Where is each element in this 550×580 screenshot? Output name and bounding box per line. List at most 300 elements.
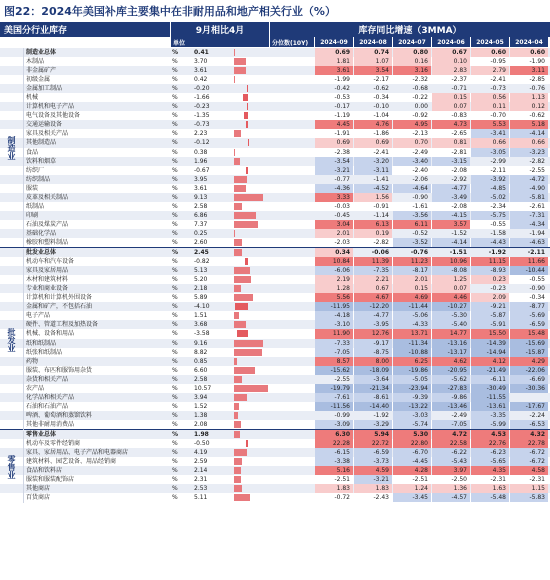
yoy-cell: 4.59 bbox=[354, 466, 392, 475]
yoy-cell: 2.19 bbox=[315, 275, 353, 284]
change-bar-fill bbox=[234, 203, 242, 210]
table-row bbox=[0, 329, 550, 338]
yoy-cell: 13.71 bbox=[393, 329, 431, 338]
change-value: 2.31 bbox=[194, 476, 208, 484]
yoy-cell: -15.87 bbox=[510, 348, 548, 357]
yoy-cell: -6.11 bbox=[471, 375, 509, 384]
table-row bbox=[0, 430, 550, 439]
change-bar-fill bbox=[234, 349, 262, 356]
yoy-cell: 6.30 bbox=[315, 430, 353, 439]
change-value: 6.60 bbox=[194, 366, 208, 374]
unit: % bbox=[172, 366, 178, 374]
yoy-cell: -2.17 bbox=[373, 76, 389, 84]
yoy-cell: -6.23 bbox=[471, 448, 509, 457]
unit: % bbox=[172, 348, 178, 356]
change-value: 9.16 bbox=[194, 339, 208, 347]
yoy-cell: -7.31 bbox=[510, 211, 548, 220]
change-value: -4.10 bbox=[194, 303, 210, 311]
yoy-cell: -8.61 bbox=[354, 393, 392, 402]
table-row bbox=[0, 48, 550, 57]
change-bar-fill bbox=[234, 212, 256, 219]
yoy-cell: 0.15 bbox=[432, 93, 470, 102]
yoy-cell: 4.45 bbox=[315, 120, 353, 129]
subheader-unit: 单位 bbox=[171, 37, 269, 47]
yoy-cell: 6.13 bbox=[354, 220, 392, 229]
yoy-cell: 0.67 bbox=[432, 48, 470, 57]
yoy-cell: -0.34 bbox=[529, 294, 545, 302]
change-bar bbox=[232, 339, 268, 348]
yoy-cell: -8.93 bbox=[471, 266, 509, 275]
change-bar bbox=[232, 293, 268, 302]
yoy-cell: 4.67 bbox=[354, 293, 392, 302]
industry-name: 批发业总体 bbox=[26, 249, 57, 257]
yoy-cell: -8.08 bbox=[432, 266, 470, 275]
table-row bbox=[0, 302, 550, 311]
yoy-cell: 4.12 bbox=[471, 357, 509, 366]
change-bar bbox=[232, 484, 268, 493]
change-bar bbox=[232, 93, 268, 102]
yoy-cell: 4.29 bbox=[510, 357, 548, 366]
unit: % bbox=[172, 330, 178, 338]
table-row bbox=[0, 257, 550, 266]
unit: % bbox=[172, 339, 178, 347]
change-bar-fill bbox=[234, 58, 246, 65]
industry-name: 木制品 bbox=[26, 58, 45, 66]
yoy-cell: -4.52 bbox=[354, 184, 392, 193]
change-bar bbox=[232, 284, 268, 293]
yoy-cell: -2.08 bbox=[451, 166, 467, 174]
change-value: -3.58 bbox=[194, 330, 210, 338]
yoy-cell: -3.54 bbox=[315, 157, 353, 166]
yoy-cell: -2.61 bbox=[529, 202, 545, 210]
yoy-cell: -5.30 bbox=[432, 311, 470, 320]
industry-name: 计算机和电子产品 bbox=[26, 103, 75, 111]
change-bar-fill bbox=[234, 285, 241, 292]
yoy-cell: -2.99 bbox=[490, 157, 506, 165]
yoy-cell: -4.33 bbox=[393, 320, 431, 329]
change-value: 2.59 bbox=[194, 458, 208, 466]
unit: % bbox=[172, 67, 178, 75]
industry-name: 印刷 bbox=[26, 211, 39, 219]
change-value: -0.12 bbox=[194, 139, 210, 147]
change-bar bbox=[232, 275, 268, 284]
yoy-cell: -4.18 bbox=[315, 311, 353, 320]
change-value: 3.70 bbox=[194, 58, 208, 66]
table-row bbox=[0, 93, 550, 102]
change-value: -0.73 bbox=[194, 121, 210, 129]
yoy-cell: -4.63 bbox=[510, 238, 548, 247]
yoy-cell: -3.52 bbox=[393, 238, 431, 247]
unit: % bbox=[172, 458, 178, 466]
change-value: 1.51 bbox=[194, 312, 208, 320]
yoy-cell: 1.24 bbox=[393, 484, 431, 493]
table-row bbox=[0, 57, 550, 66]
industry-name: 电气设备及其他设备 bbox=[26, 112, 81, 120]
yoy-cell: 1.83 bbox=[354, 484, 392, 493]
change-bar bbox=[232, 175, 268, 184]
yoy-cell: -0.92 bbox=[412, 112, 428, 120]
change-value: 2.60 bbox=[194, 238, 208, 246]
unit: % bbox=[172, 229, 178, 237]
yoy-cell: -5.91 bbox=[471, 320, 509, 329]
change-bar bbox=[232, 184, 268, 193]
yoy-cell: -3.45 bbox=[393, 493, 431, 502]
industry-name: 化学品和相关产品 bbox=[26, 393, 75, 401]
industry-name: 皮革及相关制品 bbox=[26, 193, 69, 201]
yoy-cell: 0.12 bbox=[510, 102, 548, 111]
change-bar-fill bbox=[234, 467, 241, 474]
yoy-cell: -0.55 bbox=[529, 276, 545, 284]
yoy-cell: -2.37 bbox=[451, 76, 467, 84]
yoy-cell: -11.44 bbox=[393, 302, 431, 311]
unit: % bbox=[172, 157, 178, 165]
yoy-cell: -10.27 bbox=[432, 302, 470, 311]
yoy-cell: -9.39 bbox=[393, 393, 431, 402]
yoy-cell: -0.62 bbox=[529, 112, 545, 120]
change-value: 0.38 bbox=[194, 148, 208, 156]
change-bar bbox=[232, 320, 268, 329]
yoy-cell: -3.49 bbox=[432, 193, 470, 202]
header-group: 美国分行业库存 bbox=[0, 22, 170, 37]
yoy-cell: -1.99 bbox=[334, 76, 350, 84]
change-value: 2.53 bbox=[194, 485, 208, 493]
yoy-cell: -3.09 bbox=[315, 420, 353, 429]
yoy-cell: -1.92 bbox=[488, 249, 506, 257]
yoy-cell: 0.69 bbox=[315, 138, 353, 147]
industry-name: 家具及相关产品 bbox=[26, 130, 69, 138]
yoy-cell: -9.17 bbox=[354, 339, 392, 348]
change-value: 3.61 bbox=[194, 67, 208, 75]
table-row bbox=[0, 266, 550, 275]
table-row bbox=[0, 229, 550, 238]
yoy-cell: 8.00 bbox=[354, 357, 392, 366]
yoy-cell: 5.30 bbox=[393, 430, 431, 439]
table-row bbox=[0, 102, 550, 111]
change-bar bbox=[232, 357, 268, 366]
change-value: 3.61 bbox=[194, 184, 208, 192]
change-bar-fill bbox=[237, 330, 248, 337]
change-bar bbox=[232, 48, 268, 57]
yoy-cell: -3.95 bbox=[354, 320, 392, 329]
yoy-cell: 12.76 bbox=[354, 329, 392, 338]
change-value: -0.23 bbox=[194, 103, 210, 111]
yoy-cell: -3.29 bbox=[354, 420, 392, 429]
yoy-cell: -0.68 bbox=[412, 85, 428, 93]
yoy-cell: -2.82 bbox=[529, 157, 545, 165]
table-row bbox=[0, 448, 550, 457]
yoy-cell: 0.80 bbox=[393, 48, 431, 57]
yoy-cell: 2.09 bbox=[471, 293, 509, 302]
change-bar bbox=[232, 211, 268, 220]
change-bar-fill bbox=[234, 76, 235, 83]
industry-name: 电子产品 bbox=[26, 312, 51, 320]
yoy-cell: 3.33 bbox=[315, 193, 353, 202]
unit: % bbox=[172, 267, 178, 275]
change-bar bbox=[232, 457, 268, 466]
industry-name: 橡胶和塑料制品 bbox=[26, 238, 69, 246]
yoy-cell: -27.83 bbox=[432, 384, 470, 393]
yoy-cell: -2.41 bbox=[490, 76, 506, 84]
yoy-cell: -4.77 bbox=[354, 311, 392, 320]
yoy-cell: -2.13 bbox=[412, 130, 428, 138]
yoy-cell: 0.07 bbox=[432, 284, 470, 293]
unit: % bbox=[172, 148, 178, 156]
yoy-cell: -6.59 bbox=[510, 320, 548, 329]
yoy-cell: -2.08 bbox=[451, 202, 467, 210]
industry-name: 制造业总体 bbox=[26, 49, 57, 56]
yoy-cell: -1.58 bbox=[490, 229, 506, 237]
change-value: 0.41 bbox=[194, 49, 209, 56]
unit: % bbox=[172, 494, 178, 502]
yoy-cell: 5.56 bbox=[315, 293, 353, 302]
table-row bbox=[0, 84, 550, 93]
yoy-cell: -3.03 bbox=[393, 411, 431, 420]
yoy-cell: 0.16 bbox=[393, 57, 431, 66]
change-value: 1.96 bbox=[194, 157, 208, 165]
yoy-cell: -19.86 bbox=[393, 366, 431, 375]
yoy-cell: 5.18 bbox=[510, 120, 548, 129]
yoy-cell: 22.58 bbox=[432, 439, 470, 448]
change-value: 7.37 bbox=[194, 220, 208, 228]
yoy-cell: 3.97 bbox=[432, 466, 470, 475]
yoy-cell: -2.24 bbox=[529, 411, 545, 419]
yoy-cell: -13.16 bbox=[432, 339, 470, 348]
yoy-cell: -8.17 bbox=[393, 266, 431, 275]
industry-name: 石油及煤炭产品 bbox=[26, 220, 69, 228]
yoy-cell: -1.04 bbox=[373, 112, 389, 120]
yoy-cell: -20.95 bbox=[432, 366, 470, 375]
yoy-cell: -4.43 bbox=[471, 238, 509, 247]
yoy-cell: -0.17 bbox=[334, 103, 350, 111]
change-bar bbox=[232, 329, 268, 338]
yoy-cell: 0.69 bbox=[354, 138, 392, 147]
change-bar-fill bbox=[234, 49, 235, 56]
unit: % bbox=[172, 249, 179, 257]
yoy-cell: -0.45 bbox=[334, 211, 350, 219]
yoy-cell: -3.23 bbox=[510, 148, 548, 157]
change-bar bbox=[232, 129, 268, 138]
yoy-cell: 1.56 bbox=[354, 193, 392, 202]
unit: % bbox=[172, 166, 178, 174]
table-row bbox=[0, 175, 550, 184]
yoy-cell: 3.11 bbox=[510, 66, 548, 75]
yoy-cell: 3.54 bbox=[354, 66, 392, 75]
unit: % bbox=[172, 393, 178, 401]
industry-name: 农产品 bbox=[26, 384, 45, 392]
yoy-cell: -8.77 bbox=[510, 302, 548, 311]
unit: % bbox=[172, 402, 178, 410]
yoy-cell: -5.75 bbox=[471, 211, 509, 220]
header-yoy: 库存同比增速（3MMA） bbox=[270, 22, 550, 37]
table-row bbox=[0, 348, 550, 357]
yoy-cell: -4.34 bbox=[510, 220, 548, 229]
yoy-cell: -15.69 bbox=[510, 339, 548, 348]
yoy-cell: 22.76 bbox=[471, 439, 509, 448]
change-bar-fill bbox=[234, 476, 241, 483]
change-bar-fill bbox=[247, 103, 248, 110]
yoy-cell: -14.40 bbox=[354, 402, 392, 411]
yoy-cell: 3.16 bbox=[393, 66, 431, 75]
yoy-cell: -0.95 bbox=[490, 58, 506, 66]
yoy-cell: -9.86 bbox=[432, 393, 470, 402]
yoy-cell: -2.32 bbox=[412, 76, 428, 84]
yoy-cell: 4.72 bbox=[432, 430, 470, 439]
yoy-cell: -2.49 bbox=[451, 411, 467, 419]
yoy-cell: -5.05 bbox=[393, 375, 431, 384]
change-bar bbox=[232, 384, 268, 393]
industry-name: 石油和石油产品 bbox=[26, 402, 69, 410]
unit: % bbox=[172, 467, 178, 475]
yoy-cell: 5.16 bbox=[315, 466, 353, 475]
table-row bbox=[0, 484, 550, 493]
change-value: 5.13 bbox=[194, 267, 208, 275]
yoy-cell: -13.61 bbox=[471, 402, 509, 411]
yoy-cell: -23.94 bbox=[393, 384, 431, 393]
yoy-cell: -5.65 bbox=[471, 457, 509, 466]
yoy-cell: -6.15 bbox=[315, 448, 353, 457]
change-bar bbox=[232, 430, 268, 439]
yoy-cell: -3.64 bbox=[354, 375, 392, 384]
change-bar bbox=[232, 366, 268, 375]
change-bar-fill bbox=[234, 194, 263, 201]
yoy-cell: 22.28 bbox=[315, 439, 353, 448]
change-bar bbox=[232, 84, 268, 93]
change-value: -0.82 bbox=[194, 258, 210, 266]
yoy-cell: -6.69 bbox=[510, 375, 548, 384]
unit: % bbox=[172, 357, 178, 365]
yoy-cell: -19.79 bbox=[315, 384, 353, 393]
yoy-cell: 2.21 bbox=[354, 275, 392, 284]
change-bar-fill bbox=[244, 112, 248, 119]
change-bar bbox=[232, 448, 268, 457]
yoy-cell: -1.61 bbox=[412, 202, 428, 210]
change-bar-fill bbox=[234, 321, 246, 328]
yoy-cell: -3.21 bbox=[315, 166, 353, 175]
industry-name: 纸和纸制品 bbox=[26, 339, 57, 347]
yoy-cell: 0.66 bbox=[471, 138, 509, 147]
yoy-cell: -14.94 bbox=[471, 348, 509, 357]
yoy-cell: -0.10 bbox=[373, 103, 389, 111]
change-value: 2.23 bbox=[194, 130, 208, 138]
yoy-cell: -4.77 bbox=[432, 184, 470, 193]
table-row bbox=[0, 211, 550, 220]
yoy-cell: -2.51 bbox=[412, 476, 428, 484]
table-row bbox=[0, 148, 550, 157]
change-bar bbox=[232, 66, 268, 75]
change-bar bbox=[232, 193, 268, 202]
change-bar-fill bbox=[234, 276, 251, 283]
change-value: 3.68 bbox=[194, 321, 208, 329]
yoy-cell: 0.70 bbox=[393, 138, 431, 147]
yoy-cell: -4.64 bbox=[393, 184, 431, 193]
industry-name: 百货商店 bbox=[26, 494, 51, 502]
yoy-cell: -13.22 bbox=[393, 402, 431, 411]
table-row bbox=[0, 275, 550, 284]
yoy-cell: -4.90 bbox=[510, 184, 548, 193]
change-bar bbox=[232, 120, 268, 129]
yoy-cell: -2.34 bbox=[490, 202, 506, 210]
change-value: 2.18 bbox=[194, 285, 208, 293]
yoy-cell: 1.25 bbox=[432, 275, 470, 284]
yoy-cell: 1.07 bbox=[354, 57, 392, 66]
change-value: 3.94 bbox=[194, 393, 208, 401]
table-row bbox=[0, 457, 550, 466]
unit: % bbox=[172, 476, 178, 484]
change-bar-fill bbox=[234, 376, 242, 383]
change-bar-fill bbox=[234, 249, 242, 256]
yoy-cell: -9.21 bbox=[471, 302, 509, 311]
yoy-cell: -3.35 bbox=[471, 411, 509, 420]
yoy-cell: 22.78 bbox=[510, 439, 548, 448]
yoy-cell: 10.84 bbox=[315, 257, 353, 266]
change-bar-fill bbox=[245, 258, 248, 265]
change-bar bbox=[232, 466, 268, 475]
change-bar-fill bbox=[234, 431, 240, 438]
yoy-cell: -2.50 bbox=[451, 476, 467, 484]
table-row bbox=[0, 384, 550, 393]
change-bar bbox=[232, 266, 268, 275]
table-row bbox=[0, 293, 550, 302]
yoy-cell: -5.06 bbox=[393, 311, 431, 320]
industry-name: 服装和服装配饰店 bbox=[26, 476, 75, 484]
yoy-cell: 0.66 bbox=[510, 138, 548, 147]
yoy-cell: 0.60 bbox=[510, 48, 548, 57]
yoy-cell: 4.62 bbox=[432, 357, 470, 366]
yoy-cell: 4.35 bbox=[471, 466, 509, 475]
yoy-cell: -0.53 bbox=[334, 94, 350, 102]
table-row bbox=[0, 138, 550, 147]
yoy-cell: -0.72 bbox=[334, 494, 350, 502]
unit: % bbox=[172, 411, 178, 419]
change-bar bbox=[232, 57, 268, 66]
industry-name: 交通运输设备 bbox=[26, 121, 63, 129]
yoy-cell: -30.49 bbox=[471, 384, 509, 393]
subheader-percentile: 分位数(10Y) bbox=[270, 37, 314, 47]
table-row bbox=[0, 466, 550, 475]
yoy-cell: -15.62 bbox=[315, 366, 353, 375]
yoy-cell: -0.62 bbox=[373, 85, 389, 93]
industry-name: 建筑材料、园艺设备、用品经销商 bbox=[26, 458, 117, 466]
unit: % bbox=[172, 211, 178, 219]
unit: % bbox=[172, 103, 178, 111]
yoy-cell: -2.03 bbox=[334, 238, 350, 246]
yoy-cell: -0.23 bbox=[490, 285, 506, 293]
yoy-cell: -4.45 bbox=[393, 457, 431, 466]
section-label: 批发业 bbox=[0, 249, 24, 430]
change-bar bbox=[232, 248, 268, 257]
yoy-cell: -3.92 bbox=[471, 175, 509, 184]
change-bar-fill bbox=[234, 149, 235, 156]
yoy-cell: 4.95 bbox=[393, 120, 431, 129]
yoy-cell: -3.73 bbox=[354, 457, 392, 466]
yoy-cell: -5.40 bbox=[432, 320, 470, 329]
yoy-cell: -12.20 bbox=[354, 302, 392, 311]
industry-name: 纺织制品 bbox=[26, 175, 51, 183]
yoy-cell: 0.23 bbox=[471, 275, 509, 284]
unit: % bbox=[172, 420, 178, 428]
yoy-cell: 0.34 bbox=[315, 248, 353, 257]
yoy-cell: -1.51 bbox=[449, 249, 467, 257]
industry-name: 机动车及零件经销商 bbox=[26, 440, 81, 448]
yoy-cell: -5.62 bbox=[432, 375, 470, 384]
yoy-cell: 1.28 bbox=[315, 284, 353, 293]
yoy-cell: -0.76 bbox=[529, 85, 545, 93]
yoy-cell: 11.90 bbox=[315, 329, 353, 338]
yoy-cell: 0.81 bbox=[432, 138, 470, 147]
yoy-cell: 1.81 bbox=[315, 57, 353, 66]
yoy-cell: -7.35 bbox=[354, 266, 392, 275]
yoy-cell: 5.53 bbox=[471, 120, 509, 129]
